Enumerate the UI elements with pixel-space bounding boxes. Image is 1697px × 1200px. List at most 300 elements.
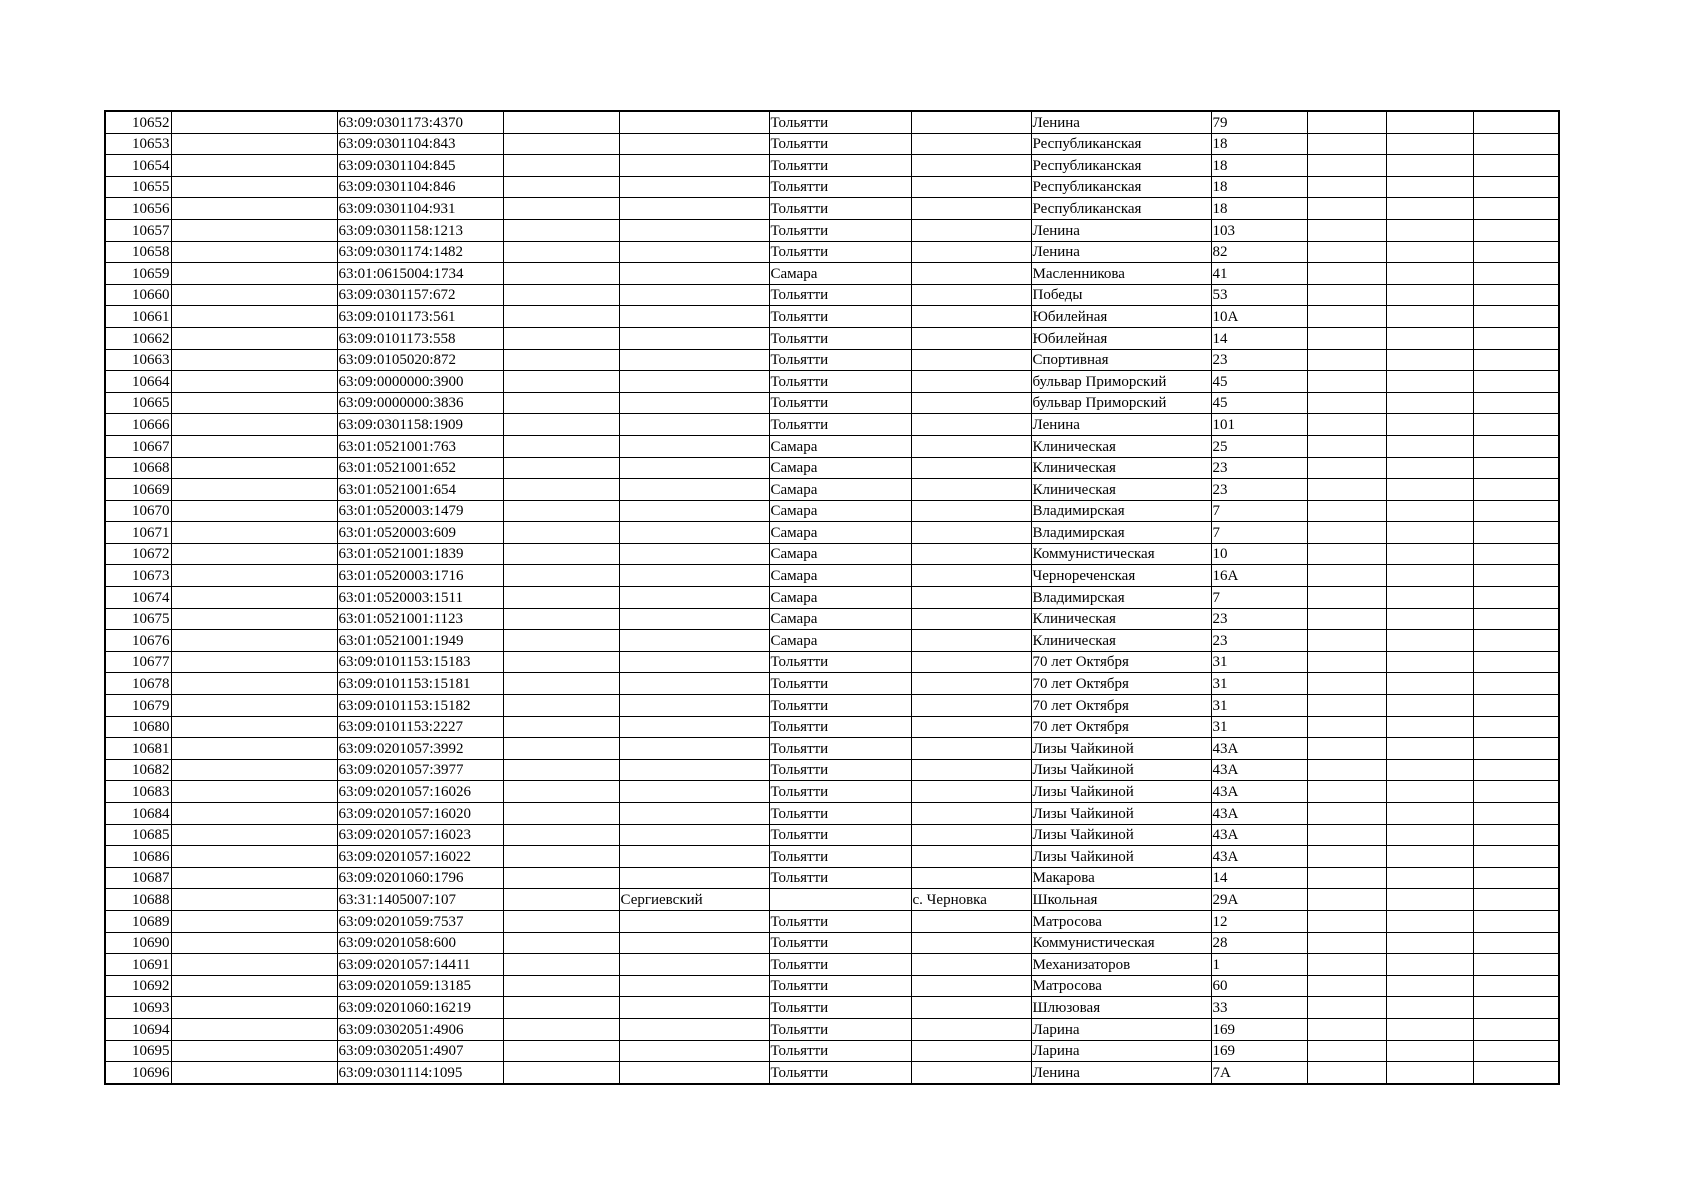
house-cell: 29А [1211,889,1307,911]
blank-cell-d [1386,414,1473,436]
blank-cell-a [171,349,337,371]
city-cell: Тольятти [769,695,911,717]
street-cell: Клиническая [1031,630,1211,652]
blank-cell-d [1386,781,1473,803]
blank-cell-c [1307,738,1386,760]
table-row [105,155,1559,177]
district-cell [619,198,769,220]
street-cell: Ленина [1031,111,1211,133]
table-row [105,587,1559,609]
street-cell: Ленина [1031,1062,1211,1084]
cadastral-number-cell: 63:09:0000000:3900 [337,371,503,393]
house-cell: 18 [1211,198,1307,220]
blank-cell-e [1473,651,1559,673]
blank-cell-e [1473,587,1559,609]
settlement-cell [911,587,1031,609]
settlement-cell [911,133,1031,155]
city-cell: Самара [769,587,911,609]
blank-cell-e [1473,198,1559,220]
blank-cell-d [1386,111,1473,133]
blank-cell-c [1307,284,1386,306]
blank-cell-b [503,651,619,673]
city-cell: Тольятти [769,414,911,436]
row-number-cell: 10659 [105,263,171,285]
row-number-cell: 10683 [105,781,171,803]
blank-cell-a [171,759,337,781]
cadastral-number-cell: 63:09:0101173:561 [337,306,503,328]
blank-cell-e [1473,997,1559,1019]
blank-cell-c [1307,457,1386,479]
blank-cell-a [171,219,337,241]
blank-cell-c [1307,133,1386,155]
settlement-cell [911,781,1031,803]
table-row [105,327,1559,349]
blank-cell-e [1473,479,1559,501]
street-cell: Чернореченская [1031,565,1211,587]
blank-cell-e [1473,543,1559,565]
blank-cell-b [503,371,619,393]
cadastral-number-cell: 63:09:0301158:1213 [337,219,503,241]
blank-cell-e [1473,1018,1559,1040]
district-cell [619,716,769,738]
blank-cell-a [171,241,337,263]
settlement-cell [911,349,1031,371]
row-number-cell: 10672 [105,543,171,565]
blank-cell-a [171,133,337,155]
street-cell: Лизы Чайкиной [1031,846,1211,868]
settlement-cell [911,522,1031,544]
blank-cell-b [503,759,619,781]
cadastral-number-cell: 63:01:0521001:1123 [337,608,503,630]
blank-cell-b [503,867,619,889]
city-cell: Тольятти [769,997,911,1019]
blank-cell-b [503,587,619,609]
blank-cell-e [1473,781,1559,803]
row-number-cell: 10696 [105,1062,171,1084]
house-cell: 79 [1211,111,1307,133]
house-cell: 25 [1211,435,1307,457]
row-number-cell: 10685 [105,824,171,846]
city-cell: Тольятти [769,716,911,738]
blank-cell-b [503,133,619,155]
blank-cell-b [503,457,619,479]
blank-cell-e [1473,435,1559,457]
blank-cell-d [1386,392,1473,414]
house-cell: 23 [1211,630,1307,652]
city-cell: Тольятти [769,392,911,414]
blank-cell-d [1386,176,1473,198]
settlement-cell [911,327,1031,349]
settlement-cell [911,608,1031,630]
blank-cell-e [1473,716,1559,738]
row-number-cell: 10684 [105,803,171,825]
blank-cell-a [171,414,337,436]
district-cell [619,500,769,522]
blank-cell-a [171,867,337,889]
blank-cell-b [503,522,619,544]
blank-cell-e [1473,219,1559,241]
settlement-cell [911,457,1031,479]
city-cell: Самара [769,500,911,522]
table-row [105,565,1559,587]
cadastral-number-cell: 63:09:0301174:1482 [337,241,503,263]
blank-cell-c [1307,479,1386,501]
cadastral-number-cell: 63:09:0301104:931 [337,198,503,220]
blank-cell-d [1386,630,1473,652]
blank-cell-a [171,975,337,997]
blank-cell-c [1307,176,1386,198]
blank-cell-a [171,673,337,695]
row-number-cell: 10657 [105,219,171,241]
table-row [105,867,1559,889]
blank-cell-a [171,500,337,522]
settlement-cell [911,997,1031,1019]
blank-cell-d [1386,1062,1473,1084]
blank-cell-e [1473,889,1559,911]
blank-cell-a [171,651,337,673]
district-cell [619,435,769,457]
district-cell [619,608,769,630]
district-cell [619,392,769,414]
blank-cell-a [171,543,337,565]
blank-cell-d [1386,1018,1473,1040]
street-cell: Владимирская [1031,500,1211,522]
blank-cell-b [503,327,619,349]
row-number-cell: 10678 [105,673,171,695]
blank-cell-b [503,803,619,825]
table-row [105,889,1559,911]
city-cell: Самара [769,479,911,501]
blank-cell-b [503,932,619,954]
blank-cell-c [1307,198,1386,220]
house-cell: 1 [1211,954,1307,976]
blank-cell-a [171,435,337,457]
row-number-cell: 10695 [105,1040,171,1062]
blank-cell-d [1386,522,1473,544]
row-number-cell: 10679 [105,695,171,717]
blank-cell-a [171,716,337,738]
blank-cell-e [1473,1062,1559,1084]
city-cell: Самара [769,263,911,285]
blank-cell-d [1386,133,1473,155]
blank-cell-d [1386,975,1473,997]
blank-cell-d [1386,327,1473,349]
table-row [105,522,1559,544]
settlement-cell [911,176,1031,198]
row-number-cell: 10662 [105,327,171,349]
street-cell: Лизы Чайкиной [1031,759,1211,781]
settlement-cell [911,543,1031,565]
blank-cell-b [503,738,619,760]
district-cell [619,349,769,371]
blank-cell-c [1307,371,1386,393]
blank-cell-b [503,284,619,306]
blank-cell-d [1386,824,1473,846]
settlement-cell [911,565,1031,587]
blank-cell-c [1307,565,1386,587]
cadastral-number-cell: 63:01:0521001:652 [337,457,503,479]
blank-cell-b [503,565,619,587]
city-cell: Тольятти [769,1062,911,1084]
table-row [105,975,1559,997]
row-number-cell: 10688 [105,889,171,911]
street-cell: Клиническая [1031,479,1211,501]
row-number-cell: 10653 [105,133,171,155]
row-number-cell: 10689 [105,910,171,932]
settlement-cell [911,1062,1031,1084]
row-number-cell: 10663 [105,349,171,371]
street-cell: 70 лет Октября [1031,716,1211,738]
cadastral-number-cell: 63:09:0101153:15183 [337,651,503,673]
settlement-cell [911,673,1031,695]
settlement-cell [911,824,1031,846]
blank-cell-b [503,954,619,976]
settlement-cell [911,284,1031,306]
blank-cell-e [1473,371,1559,393]
city-cell: Тольятти [769,219,911,241]
blank-cell-a [171,457,337,479]
blank-cell-c [1307,759,1386,781]
district-cell [619,543,769,565]
blank-cell-c [1307,543,1386,565]
blank-cell-c [1307,587,1386,609]
district-cell [619,414,769,436]
cadastral-number-cell: 63:09:0301104:845 [337,155,503,177]
house-cell: 169 [1211,1040,1307,1062]
row-number-cell: 10666 [105,414,171,436]
house-cell: 18 [1211,176,1307,198]
settlement-cell [911,198,1031,220]
blank-cell-b [503,306,619,328]
table-row [105,608,1559,630]
blank-cell-b [503,608,619,630]
table-row [105,932,1559,954]
row-number-cell: 10664 [105,371,171,393]
city-cell: Тольятти [769,975,911,997]
cadastral-number-cell: 63:09:0201057:3977 [337,759,503,781]
row-number-cell: 10677 [105,651,171,673]
row-number-cell: 10676 [105,630,171,652]
row-number-cell: 10675 [105,608,171,630]
city-cell: Тольятти [769,241,911,263]
blank-cell-d [1386,587,1473,609]
house-cell: 23 [1211,479,1307,501]
house-cell: 16А [1211,565,1307,587]
blank-cell-c [1307,889,1386,911]
street-cell: Ленина [1031,241,1211,263]
district-cell [619,759,769,781]
table-row [105,500,1559,522]
district-cell [619,219,769,241]
street-cell: Лизы Чайкиной [1031,781,1211,803]
cadastral-number-cell: 63:01:0615004:1734 [337,263,503,285]
blank-cell-d [1386,263,1473,285]
blank-cell-d [1386,198,1473,220]
house-cell: 23 [1211,349,1307,371]
blank-cell-c [1307,910,1386,932]
table-body [105,111,1559,1084]
blank-cell-d [1386,1040,1473,1062]
blank-cell-e [1473,954,1559,976]
house-cell: 53 [1211,284,1307,306]
blank-cell-d [1386,846,1473,868]
district-cell [619,371,769,393]
cadastral-number-cell: 63:09:0201057:16022 [337,846,503,868]
house-cell: 7 [1211,522,1307,544]
street-cell: Юбилейная [1031,327,1211,349]
blank-cell-c [1307,263,1386,285]
blank-cell-d [1386,500,1473,522]
street-cell: Республиканская [1031,155,1211,177]
house-cell: 169 [1211,1018,1307,1040]
house-cell: 10 [1211,543,1307,565]
row-number-cell: 10661 [105,306,171,328]
blank-cell-e [1473,241,1559,263]
blank-cell-c [1307,824,1386,846]
city-cell: Тольятти [769,824,911,846]
row-number-cell: 10669 [105,479,171,501]
street-cell: Юбилейная [1031,306,1211,328]
blank-cell-a [171,889,337,911]
cadastral-number-cell: 63:01:0520003:1479 [337,500,503,522]
settlement-cell [911,738,1031,760]
house-cell: 43А [1211,759,1307,781]
blank-cell-a [171,932,337,954]
blank-cell-e [1473,306,1559,328]
district-cell [619,565,769,587]
blank-cell-b [503,910,619,932]
blank-cell-c [1307,349,1386,371]
blank-cell-b [503,889,619,911]
blank-cell-d [1386,716,1473,738]
street-cell: Республиканская [1031,133,1211,155]
house-cell: 43А [1211,781,1307,803]
blank-cell-b [503,1018,619,1040]
blank-cell-c [1307,241,1386,263]
row-number-cell: 10673 [105,565,171,587]
row-number-cell: 10656 [105,198,171,220]
street-cell: Ларина [1031,1040,1211,1062]
settlement-cell [911,500,1031,522]
cadastral-number-cell: 63:01:0520003:1511 [337,587,503,609]
table-row [105,241,1559,263]
blank-cell-b [503,414,619,436]
blank-cell-c [1307,327,1386,349]
district-cell [619,241,769,263]
row-number-cell: 10667 [105,435,171,457]
blank-cell-b [503,673,619,695]
row-number-cell: 10687 [105,867,171,889]
street-cell: бульвар Приморский [1031,371,1211,393]
row-number-cell: 10655 [105,176,171,198]
table-row [105,954,1559,976]
city-cell: Тольятти [769,759,911,781]
city-cell: Самара [769,565,911,587]
blank-cell-e [1473,457,1559,479]
table-row [105,306,1559,328]
blank-cell-b [503,176,619,198]
blank-cell-e [1473,522,1559,544]
street-cell: 70 лет Октября [1031,695,1211,717]
house-cell: 101 [1211,414,1307,436]
blank-cell-b [503,846,619,868]
blank-cell-e [1473,327,1559,349]
blank-cell-c [1307,997,1386,1019]
blank-cell-b [503,997,619,1019]
settlement-cell [911,111,1031,133]
house-cell: 43А [1211,846,1307,868]
blank-cell-d [1386,349,1473,371]
blank-cell-c [1307,651,1386,673]
city-cell: Тольятти [769,932,911,954]
blank-cell-a [171,1018,337,1040]
row-number-cell: 10692 [105,975,171,997]
district-cell [619,910,769,932]
cadastral-number-cell: 63:09:0201057:14411 [337,954,503,976]
house-cell: 14 [1211,327,1307,349]
blank-cell-e [1473,824,1559,846]
table-row [105,781,1559,803]
table-row [105,349,1559,371]
registry-table [104,110,1560,1085]
city-cell: Тольятти [769,327,911,349]
house-cell: 10А [1211,306,1307,328]
street-cell: 70 лет Октября [1031,673,1211,695]
street-cell: Ларина [1031,1018,1211,1040]
blank-cell-c [1307,954,1386,976]
district-cell [619,954,769,976]
settlement-cell [911,932,1031,954]
table-row [105,133,1559,155]
blank-cell-e [1473,565,1559,587]
city-cell: Самара [769,608,911,630]
street-cell: Владимирская [1031,587,1211,609]
blank-cell-d [1386,997,1473,1019]
blank-cell-c [1307,630,1386,652]
blank-cell-c [1307,1018,1386,1040]
settlement-cell [911,241,1031,263]
blank-cell-b [503,155,619,177]
street-cell: Ленина [1031,414,1211,436]
table-row [105,176,1559,198]
cadastral-number-cell: 63:09:0201058:600 [337,932,503,954]
table-row [105,759,1559,781]
house-cell: 45 [1211,371,1307,393]
district-cell [619,327,769,349]
cadastral-number-cell: 63:09:0301114:1095 [337,1062,503,1084]
blank-cell-b [503,349,619,371]
street-cell: Матросова [1031,910,1211,932]
blank-cell-a [171,630,337,652]
street-cell: Республиканская [1031,198,1211,220]
district-cell [619,803,769,825]
district-cell [619,975,769,997]
row-number-cell: 10665 [105,392,171,414]
cadastral-number-cell: 63:09:0301104:843 [337,133,503,155]
blank-cell-e [1473,111,1559,133]
row-number-cell: 10691 [105,954,171,976]
house-cell: 41 [1211,263,1307,285]
settlement-cell [911,630,1031,652]
street-cell: Ленина [1031,219,1211,241]
city-cell: Тольятти [769,306,911,328]
table-row [105,219,1559,241]
district-cell [619,176,769,198]
blank-cell-a [171,479,337,501]
table-row [105,543,1559,565]
blank-cell-e [1473,867,1559,889]
blank-cell-a [171,781,337,803]
